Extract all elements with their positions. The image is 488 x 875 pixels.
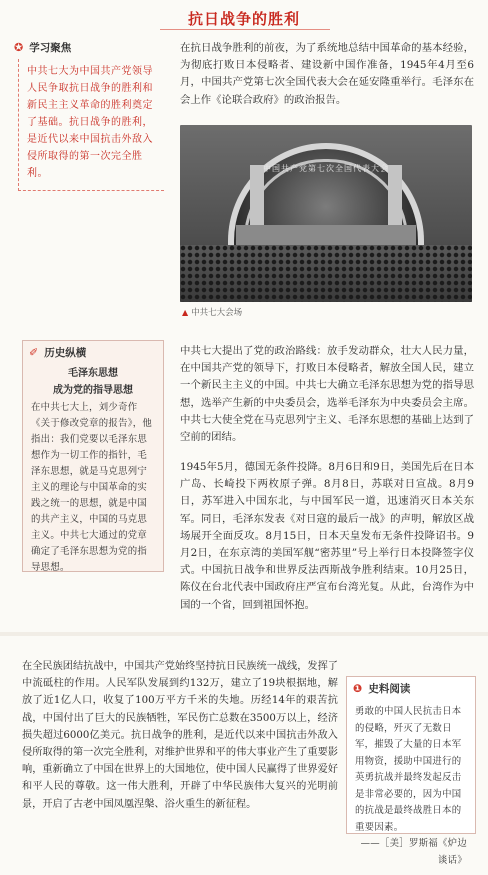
reading-source: ——［美］罗斯福《炉边谈话》	[360, 838, 467, 866]
study-focus-box	[8, 36, 164, 179]
paragraph-intro: 在抗日战争胜利的前夜，为了系统地总结中国革命的基本经验，为彻底打败日本侵略者、建设新中国作准备，1945年4月至6月，中国共产党第七次全国代表大会在延安隆重举行。毛泽东在会上作《论联合政府》的政治报告。	[180, 42, 474, 106]
paragraph-victory-significance: 在全民族团结抗战中，中国共产党始终坚持抗日民族统一战线，发挥了中流砥柱的作用。人民军队发展到约132万，建立了19块根据地，解放了近1亿人口，收复了100万平方千米的失地。历经14年的艰苦抗战，中国付出了巨大的民族牺牲，军民伤亡总数在3500万以上，经济损失超过6000亿美元。抗日战争的胜利，是近代以来中国抗击外敌入侵所取得的第一次完全胜利，对维护世界和平的伟大事业产生了重要影响，重新确立了中国在世界上的大国地位，使中国人民赢得了世界爱好和平人民的尊敬。这一伟大胜利，开辟了中华民族伟大复兴的光明前景，开启了古老中国凤凰涅槃、浴火重生的新征程。	[22, 661, 338, 810]
section-title: 抗日战争的胜利	[187, 10, 300, 28]
history-heading: 历史纵横	[44, 347, 87, 359]
history-header	[23, 341, 163, 364]
reading-box	[346, 676, 476, 866]
photo-banner-text: 中国共产党第七次全国代表大会	[263, 164, 389, 173]
photo-caption	[182, 306, 242, 318]
congress-hall-photo	[180, 125, 472, 302]
reading-quote: 勇敢的中国人民抗击日本的侵略，歼灭了无数日军，摧毁了大量的日本军用物资，援助中国进行的英勇抗战并最终发起反击是非常必要的，因为中国的抗战是最终战胜日本的重要因素。	[355, 706, 462, 833]
reading-header	[347, 677, 475, 700]
study-focus-header	[8, 36, 164, 59]
reading-heading: 史料阅读	[368, 683, 411, 695]
study-focus-heading: 学习聚焦	[29, 42, 72, 54]
photo-crowd	[180, 245, 472, 302]
book-icon: ❶	[353, 682, 363, 695]
reading-body	[347, 700, 475, 873]
scroll-icon: ✐	[29, 346, 39, 359]
history-body: 在中共七大上，刘少奇作《关于修改党章的报告》，他指出：我们党要以毛泽东思想作为一切工作的指针，毛泽东思想，就是马克思列宁主义的理论与中国革命的实践之统一的思想，就是中国的共产主义，中国的马克思主义。中共七大通过的党章确定了毛泽东思想为党的指导思想。	[31, 402, 153, 573]
paragraph-surrender: 1945年5月，德国无条件投降。8月6日和9日，美国先后在日本广岛、长崎投下两枚原子弹。8月8日，苏联对日宣战。8月9日，苏军进入中国东北，与中国军民一道，迅速消灭日本关东军。同日，毛泽东发表《对日寇的最后一战》的声明，解放区战场展开全面反攻。8月15日，日本天皇发布无条件投降诏书。9月2日，在东京湾的美国军舰“密苏里”号上举行日本投降签字仪式。中国抗日战争和世界反法西斯战争胜利结束。10月25日，陈仪在台北代表中国政府庄严宣布台湾光复。从此，台湾作为中国的一个省，回到祖国怀抱。	[180, 461, 474, 611]
history-subtitle-2: 成为党的指导思想	[53, 385, 133, 396]
study-focus-body: 中共七大为中国共产党领导人民争取抗日战争的胜利和新民主主义革命的胜利奠定了基础。抗日战争的胜利，是近代以来中国抗击外敌入侵所取得的第一次完全胜利。	[18, 59, 164, 191]
triangle-icon: ▲	[182, 308, 189, 317]
target-icon: ✪	[14, 41, 24, 54]
photo-caption-text: 中共七大会场	[191, 308, 243, 318]
history-box	[22, 340, 164, 572]
history-subtitle-1: 毛泽东思想	[68, 368, 118, 379]
title-underline	[160, 29, 330, 30]
paragraph-political-line: 中共七大提出了党的政治路线：放手发动群众，壮大人民力量，在中国共产党的领导下，打败日本侵略者，解放全国人民，建立一个新民主主义的中国。中共七大确立毛泽东思想为党的指导思想，选举产生新的中央委员会，选举毛泽东为中央委员会主席。中共七大使全党在马克思列宁主义、毛泽东思想的基础上达到了空前的团结。	[180, 345, 474, 444]
